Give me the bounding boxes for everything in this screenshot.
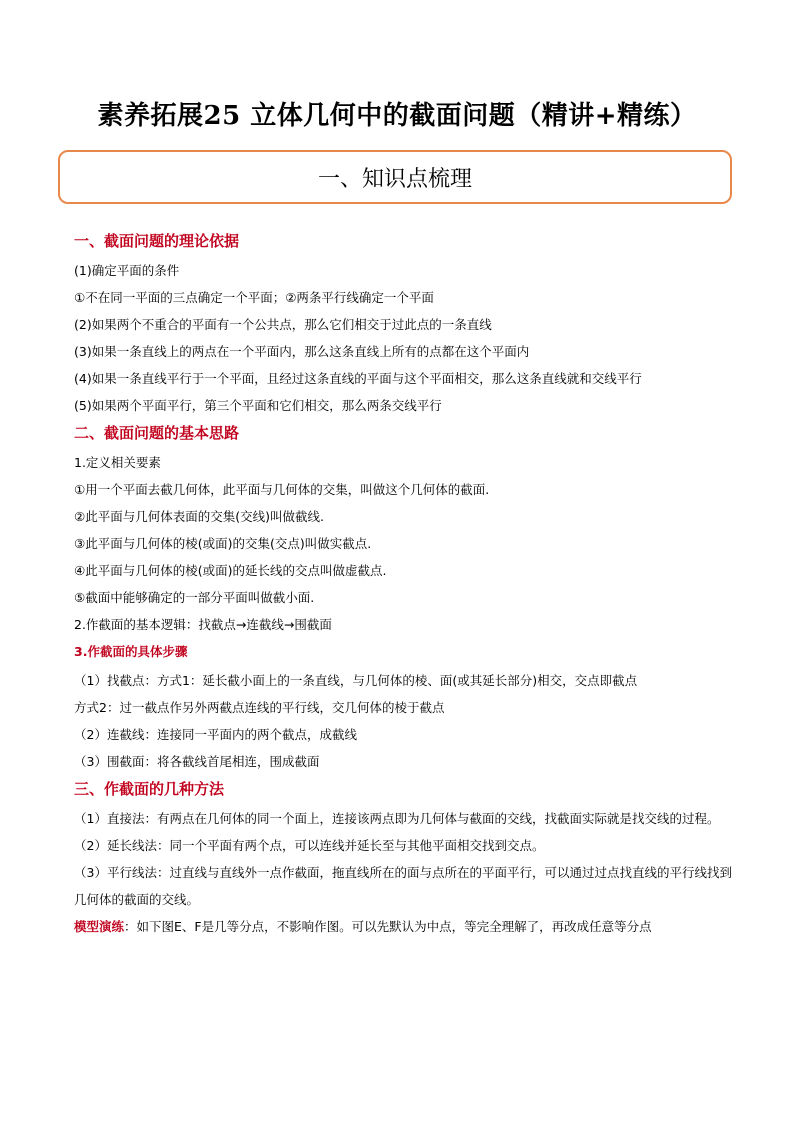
s1-line: (2)如果两个不重合的平面有一个公共点，那么它们相交于过此点的一条直线	[74, 317, 492, 332]
step-line: 方式2：过一截点作另外两截点连线的平行线，交几何体的棱于截点	[74, 700, 445, 715]
s2-line: ③此平面与几何体的棱(或面)的交集(交点)叫做实截点.	[74, 536, 372, 551]
steps-heading: 3.作截面的具体步骤	[74, 644, 188, 659]
step-line: （2）连截线：连接同一平面内的两个截点，成截线	[74, 727, 357, 742]
demo-text: ：如下图E、F是几等分点，不影响作图。可以先默认为中点，等完全理解了，再改成任意等分点	[124, 919, 652, 934]
s2-line: ④此平面与几何体的棱(或面)的延长线的交点叫做虚截点.	[74, 563, 387, 578]
section-3-heading: 三、作截面的几种方法	[74, 780, 225, 798]
section-1-heading: 一、截面问题的理论依据	[74, 232, 240, 250]
s1-line: (1)确定平面的条件	[74, 263, 180, 278]
s2-line: ①用一个平面去截几何体，此平面与几何体的交集，叫做这个几何体的截面.	[74, 482, 490, 497]
s1-line: ①不在同一平面的三点确定一个平面；②两条平行线确定一个平面	[74, 290, 434, 305]
document-body	[74, 227, 734, 940]
s1-line: (5)如果两个平面平行，第三个平面和它们相交，那么两条交线平行	[74, 398, 442, 413]
demo-label: 模型演练	[74, 919, 125, 934]
step-line: （1）找截点：方式1：延长截小面上的一条直线，与几何体的棱、面(或其延长部分)相交，交点即截点	[74, 673, 638, 688]
section-2-heading: 二、截面问题的基本思路	[74, 424, 240, 442]
section-banner	[58, 150, 732, 204]
demo-line	[74, 913, 734, 940]
s2-line: ②此平面与几何体表面的交集(交线)叫做截线.	[74, 509, 324, 524]
page-title: 素养拓展25 立体几何中的截面问题（精讲+精练）	[97, 101, 697, 131]
method-item: （1）直接法：有两点在几何体的同一个面上，连接该两点即为几何体与截面的交线，找截面实际就是找交线的过程。	[74, 811, 720, 826]
method-item: （2）延长线法：同一个平面有两个点，可以连线并延长至与其他平面相交找到交点。	[74, 838, 545, 853]
s2-line: 1.定义相关要素	[74, 455, 161, 470]
s2-line: 2.作截面的基本逻辑：找截点→连截线→围截面	[74, 617, 332, 632]
s2-line: ⑤截面中能够确定的一部分平面叫做截小面.	[74, 590, 315, 605]
step-line: （3）围截面：将各截线首尾相连，围成截面	[74, 754, 320, 769]
s1-line: (4)如果一条直线平行于一个平面，且经过这条直线的平面与这个平面相交，那么这条直线就和交线平行	[74, 371, 642, 386]
s1-line: (3)如果一条直线上的两点在一个平面内，那么这条直线上所有的点都在这个平面内	[74, 344, 530, 359]
method-item: （3）平行线法：过直线与直线外一点作截面，拖直线所在的面与点所在的平面平行，可以通过过点找直线的平行线找到几何体的截面的交线。	[74, 865, 732, 907]
banner-label: 一、知识点梳理	[317, 166, 472, 192]
